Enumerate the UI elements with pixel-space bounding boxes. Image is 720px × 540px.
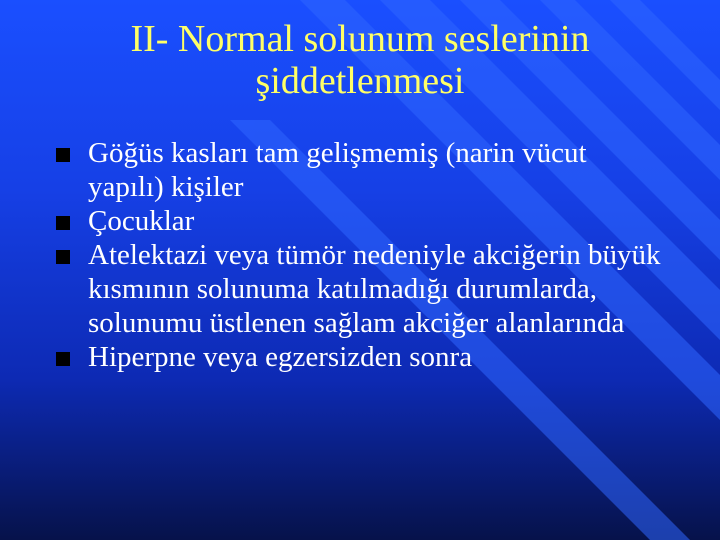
bullet-list [56, 136, 666, 374]
bullet-text: Göğüs kasları tam gelişmemiş (narin vücut yapılı) kişiler [88, 137, 587, 203]
slide-title-line-1: II- Normal solunum seslerinin [130, 18, 590, 60]
bullet-text: Çocuklar [88, 205, 195, 237]
bullet-text: Hiperpne veya egzersizden sonra [88, 341, 473, 373]
bullet-item [56, 238, 666, 340]
slide-title-line-2: şiddetlenmesi [255, 60, 465, 102]
bullet-item [56, 340, 666, 374]
bullet-text: Atelektazi veya tümör nedeniyle akciğerin büyük kısmının solunuma katılmadığı durumlarda, solunumu üstlenen sağlam akciğer alanlarında [88, 239, 661, 339]
square-bullet-icon [56, 148, 70, 162]
bullet-item [56, 204, 666, 238]
slide-title [0, 18, 720, 102]
square-bullet-icon [56, 352, 70, 366]
square-bullet-icon [56, 250, 70, 264]
square-bullet-icon [56, 216, 70, 230]
bullet-item [56, 136, 666, 204]
